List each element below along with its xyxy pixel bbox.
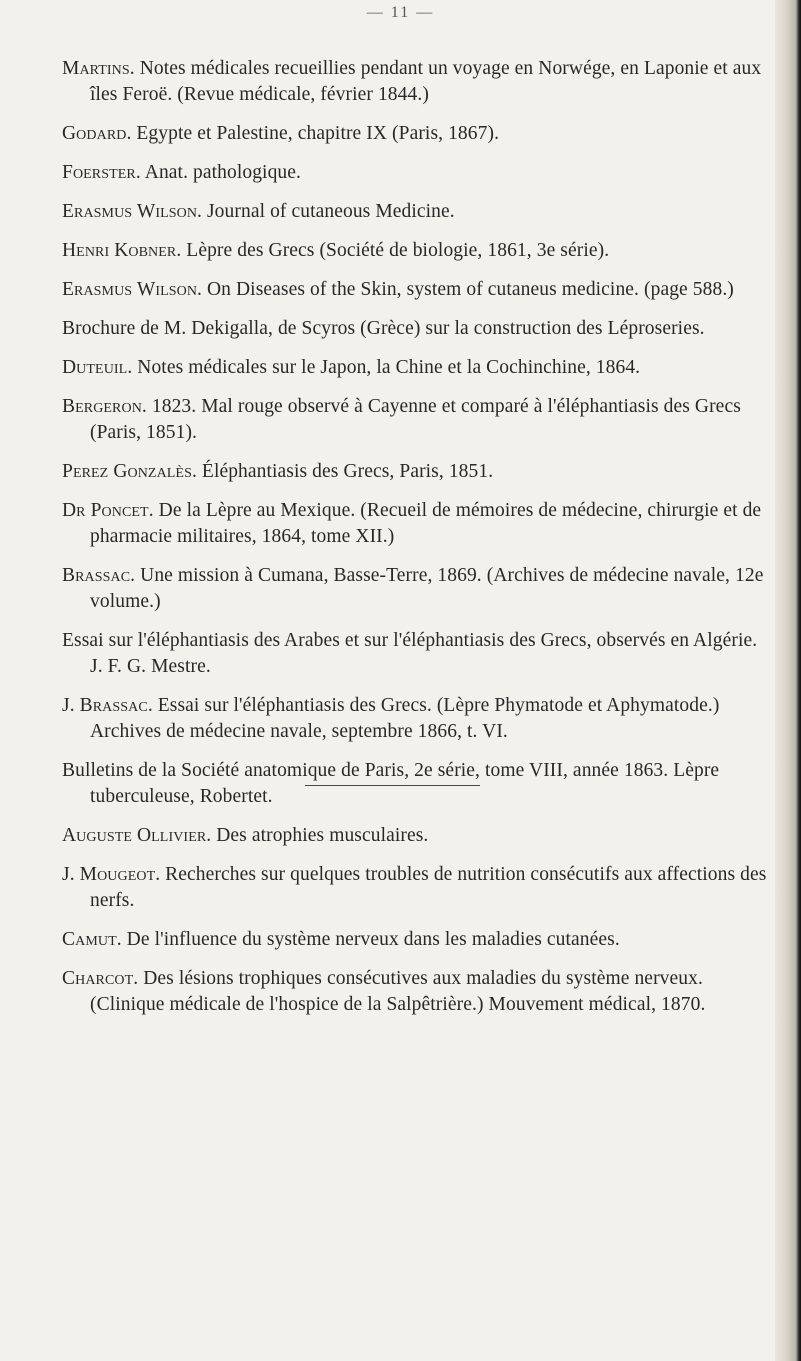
bibliography-entry xyxy=(62,277,767,303)
entry-author: Charcot. xyxy=(62,968,139,989)
page-number: — 11 — xyxy=(366,4,435,21)
entry-author: Auguste Ollivier. xyxy=(62,825,212,846)
entry-author: J. Mougeot. xyxy=(62,864,161,885)
entry-text: Lèpre des Grecs (Société de biologie, 1861, 3e série). xyxy=(181,240,610,261)
bibliography-entry xyxy=(62,927,767,953)
bibliography-entry xyxy=(62,459,767,485)
bibliography-entry xyxy=(62,199,767,225)
bibliography-entry xyxy=(62,563,767,615)
entry-text: Anat. pathologique. xyxy=(140,162,302,183)
entry-text: De l'influence du système nerveux dans les maladies cutanées. xyxy=(121,929,620,950)
bibliography-entry xyxy=(62,238,767,264)
entry-text: De la Lèpre au Mexique. (Recueil de mémoires de médecine, chirurgie et de pharmacie militaires, 1864, tome XII.) xyxy=(90,500,762,547)
bibliography-entry xyxy=(62,394,767,446)
entry-author: Camut. xyxy=(62,929,122,950)
entry-text: Recherches sur quelques troubles de nutrition consécutifs aux affections des nerfs. xyxy=(90,864,767,911)
entry-author: Henri Kobner. xyxy=(62,240,182,261)
entry-author: Erasmus Wilson. xyxy=(62,201,203,222)
entry-text: Journal of cutaneous Medicine. xyxy=(202,201,455,222)
entry-text: Des atrophies musculaires. xyxy=(211,825,429,846)
entry-author: Perez Gonzalès. xyxy=(62,461,197,482)
bibliography-entry xyxy=(62,758,767,810)
entry-text: Notes médicales sur le Japon, la Chine et la Cochinchine, 1864. xyxy=(132,357,641,378)
bibliography-entry xyxy=(62,498,767,550)
entry-text: Notes médicales recueillies pendant un voyage en Norwége, en Laponie et aux îles Feroë. (Revue médicale, février 1844.) xyxy=(90,58,762,105)
entry-author: Godard. xyxy=(62,123,132,144)
bibliography-entry xyxy=(62,966,767,1018)
page-edge-shadow xyxy=(775,0,801,1361)
entry-author: Bergeron. xyxy=(62,396,147,417)
entry-text: 1823. Mal rouge observé à Cayenne et comparé à l'éléphantiasis des Grecs (Paris, 1851). xyxy=(90,396,741,443)
bibliography-list xyxy=(62,56,767,1031)
bibliography-entry xyxy=(62,121,767,147)
bibliography-entry xyxy=(62,56,767,108)
entry-text: Une mission à Cumana, Basse-Terre, 1869. (Archives de médecine navale, 12e volume.) xyxy=(90,565,764,612)
entry-author: Erasmus Wilson. xyxy=(62,279,203,300)
entry-author: Brassac. xyxy=(62,565,136,586)
end-rule xyxy=(305,785,480,786)
entry-author: Dr Poncet. xyxy=(62,500,154,521)
bibliography-entry xyxy=(62,823,767,849)
bibliography-entry xyxy=(62,316,767,342)
entry-text: Éléphantiasis des Grecs, Paris, 1851. xyxy=(196,461,494,482)
entry-text: Brochure de M. Dekigalla, de Scyros (Grèce) sur la construction des Léproseries. xyxy=(62,318,705,339)
bibliography-entry xyxy=(62,862,767,914)
bibliography-entry xyxy=(62,355,767,381)
bibliography-entry xyxy=(62,693,767,745)
entry-author: Foerster. xyxy=(62,162,141,183)
entry-author: Martins. xyxy=(62,58,135,79)
entry-text: Egypte et Palestine, chapitre IX (Paris, 1867). xyxy=(131,123,500,144)
bibliography-entry xyxy=(62,628,767,680)
entry-text: Essai sur l'éléphantiasis des Grecs. (Lèpre Phymatode et Aphymatode.) Archives de médecine navale, septembre 1866, t. VI. xyxy=(90,695,720,742)
entry-author: Duteuil. xyxy=(62,357,133,378)
entry-author: J. Brassac. xyxy=(62,695,153,716)
bibliography-entry xyxy=(62,160,767,186)
entry-text: On Diseases of the Skin, system of cutaneus medicine. (page 588.) xyxy=(202,279,734,300)
entry-text: Essai sur l'éléphantiasis des Arabes et sur l'éléphantiasis des Grecs, observés en Algérie. J. F. G. Mestre. xyxy=(62,630,758,677)
entry-text: Bulletins de la Société anatomique de Paris, 2e série, tome VIII, année 1863. Lèpre tuberculeuse, Robertet. xyxy=(62,760,720,807)
entry-text: Des lésions trophiques consécutives aux maladies du système nerveux. (Clinique médicale de l'hospice de la Salpêtrière.) Mouvement médical, 1870. xyxy=(90,968,706,1015)
